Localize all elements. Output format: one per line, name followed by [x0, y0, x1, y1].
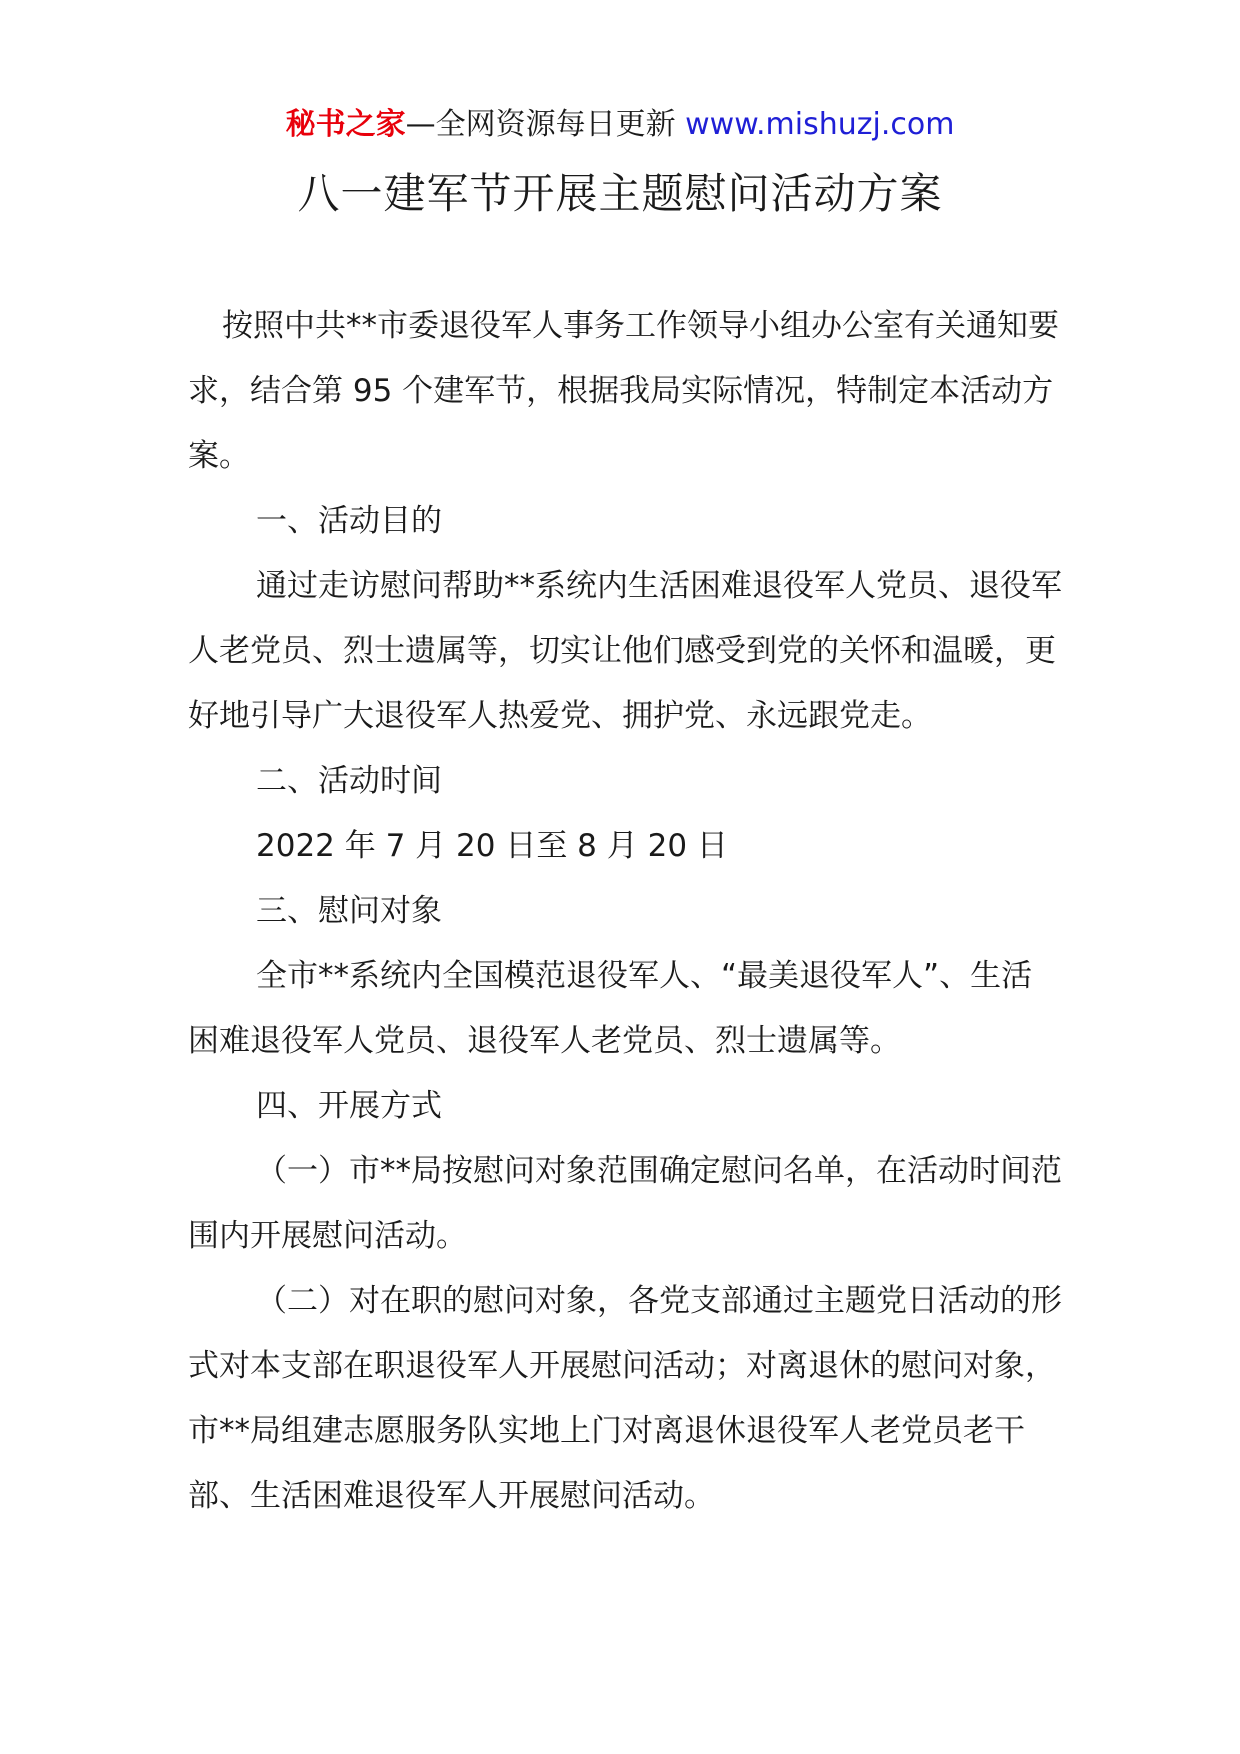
section-paragraph: （一）市**局按慰问对象范围确定慰问名单，在活动时间范围内开展慰问活动。 [188, 1153, 1062, 1254]
section-paragraph: 通过走访慰问帮助**系统内生活困难退役军人党员、退役军人老党员、烈士遗属等，切实让他们感受到党的关怀和温暖，更好地引导广大退役军人热爱党、拥护党、永远跟党走。 [188, 568, 1062, 734]
section-heading: 二、活动时间 [256, 763, 442, 799]
site-url[interactable]: www.mishuzj.com [685, 107, 955, 142]
section-heading: 一、活动目的 [256, 503, 442, 539]
section-paragraph: （二）对在职的慰问对象，各党支部通过主题党日活动的形式对本支部在职退役军人开展慰问活动；对离退休的慰问对象，市**局组建志愿服务队实地上门对离退休退役军人老党员老干部、生活困难退役军人开展慰问活动。 [188, 1283, 1062, 1514]
document-title: 八一建军节开展主题慰问活动方案 [297, 169, 943, 218]
brand-tagline: —全网资源每日更新 [405, 107, 676, 142]
document-body [188, 294, 1062, 1529]
section-heading: 三、慰问对象 [256, 893, 442, 929]
section-heading: 四、开展方式 [256, 1088, 442, 1124]
watermark-header [0, 100, 1240, 150]
intro-paragraph: 按照中共**市委退役军人事务工作领导小组办公室有关通知要求，结合第 95 个建军节，根据我局实际情况，特制定本活动方案。 [188, 308, 1059, 474]
section-paragraph: 全市**系统内全国模范退役军人、“最美退役军人”、生活困难退役军人党员、退役军人老党员、烈士遗属等。 [188, 958, 1033, 1059]
section-paragraph: 2022 年 7 月 20 日至 8 月 20 日 [256, 828, 728, 864]
brand-name: 秘书之家 [285, 107, 406, 142]
